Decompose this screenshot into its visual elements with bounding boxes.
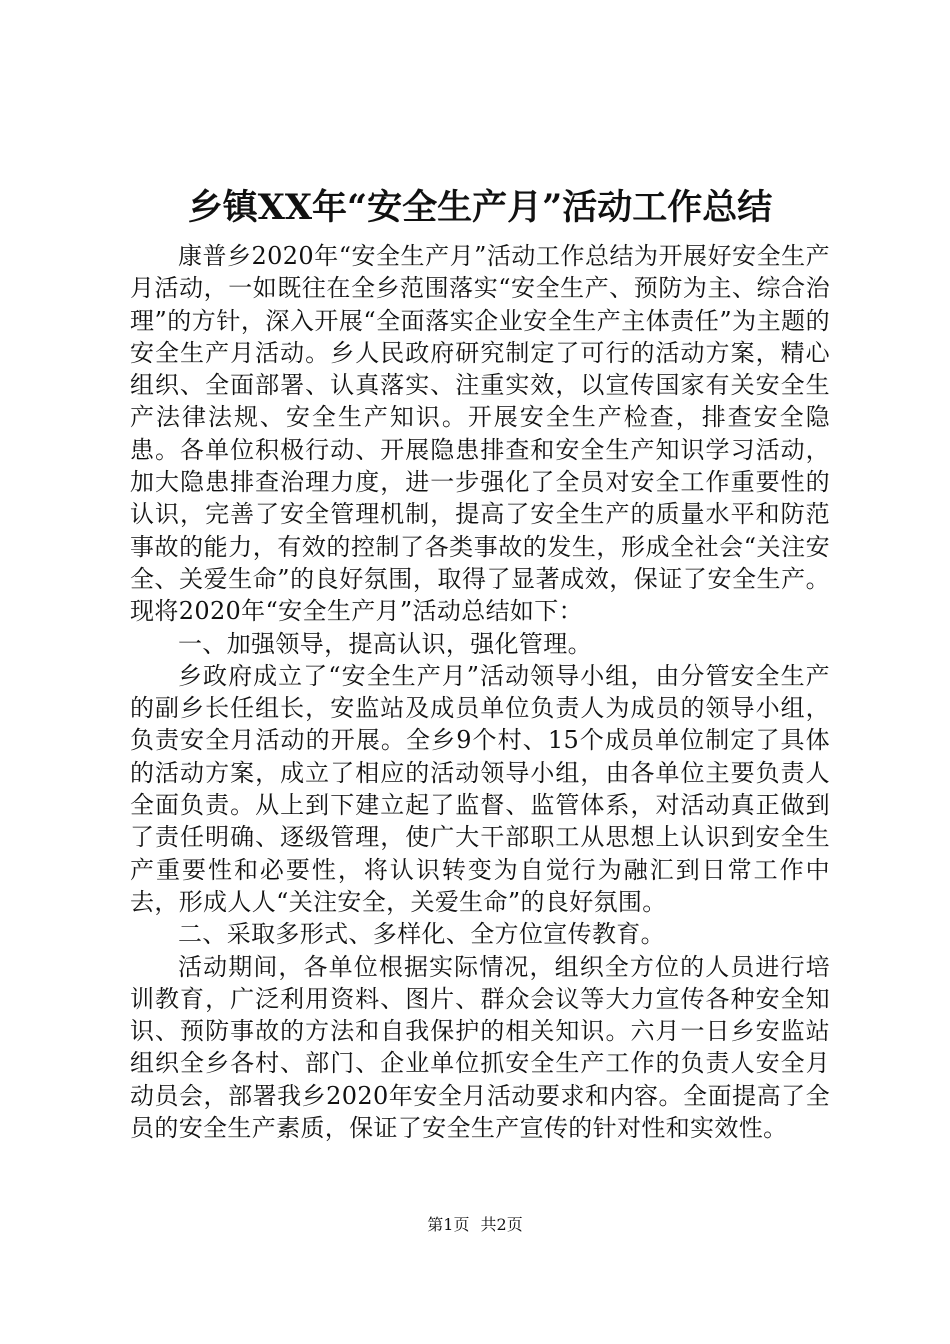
document-title: 乡镇XX年“安全生产月”活动工作总结 [187,187,773,228]
intro-paragraph: 康普乡2020年“安全生产月”活动工作总结为开展好安全生产月活动，一如既往在全乡范围落实“安全生产、预防为主、综合治理”的方针，深入开展“全面落实企业安全生产主体责任”为主题的安全生产月活动。乡人民政府研究制定了可行的活动方案，精心组织、全面部署、认真落实、注重实效，以宣传国家有关安全生产法律法规、安全生产知识。开展安全生产检查，排查安全隐患。各单位积极行动、开展隐患排查和安全生产知识学习活动，加大隐患排查治理力度，进一步强化了全员对安全工作重要性的认识，完善了安全管理机制，提高了安全生产的质量水平和防范事故的能力，有效的控制了各类事故的发生，形成全社会“关注安全、关爱生命”的良好氛围，取得了显著成效，保证了安全生产。现将2020年“安全生产月”活动总结如下： [130,242,830,626]
document-body [130,240,830,1144]
section-1-paragraph: 乡政府成立了“安全生产月”活动领导小组，由分管安全生产的副乡长任组长，安监站及成员单位负责人为成员的领导小组，负责安全月活动的开展。全乡9个村、15个成员单位制定了具体的活动方案，成立了相应的活动领导小组，由各单位主要负责人全面负责。从上到下建立起了监督、监管体系，对活动真正做到了责任明确、逐级管理，使广大干部职工从思想上认识到安全生产重要性和必要性，将认识转变为自觉行为融汇到日常工作中去，形成人人“关注安全，关爱生命”的良好氛围。 [130,661,830,916]
section-1-heading: 一、加强领导，提高认识，强化管理。 [178,629,592,658]
section-2-heading: 二、采取多形式、多样化、全方位宣传教育。 [178,920,665,949]
page-footer [0,1214,950,1236]
page-total: 共2页 [480,1215,523,1234]
section-2-paragraph: 活动期间，各单位根据实际情况，组织全方位的人员进行培训教育，广泛利用资料、图片、群众会议等大力宣传各种安全知识、预防事故的方法和自我保护的相关知识。六月一日乡安监站组织全乡各村、部门、企业单位抓安全生产工作的负责人安全月动员会，部署我乡2020年安全月活动要求和内容。全面提高了全员的安全生产素质，保证了安全生产宣传的针对性和实效性。 [130,952,830,1143]
page-number: 第1页 [427,1215,470,1234]
